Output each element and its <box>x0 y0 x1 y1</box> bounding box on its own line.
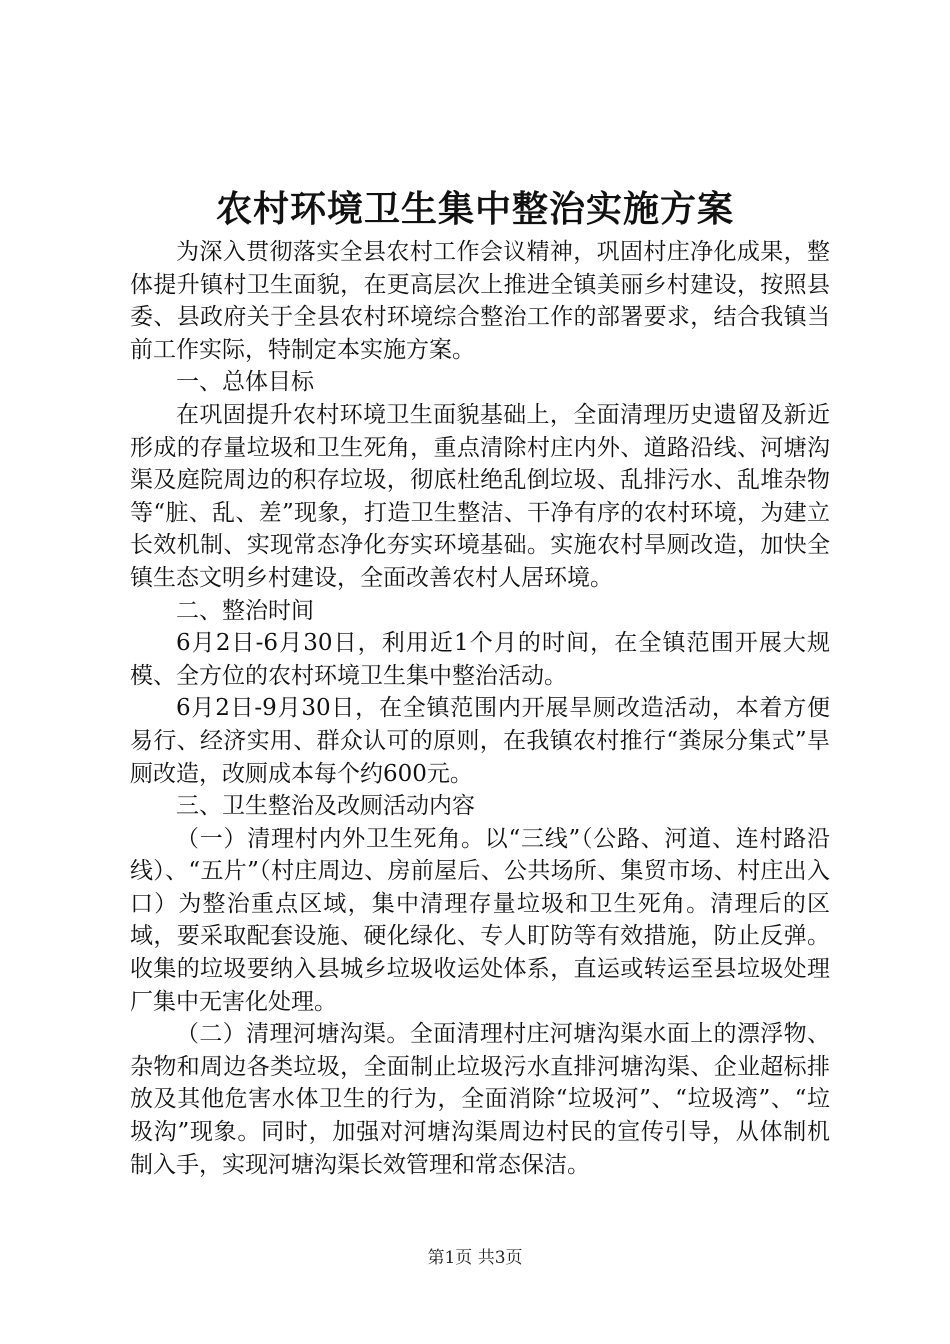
page-number-footer: 第1页 共3页 <box>427 1248 523 1268</box>
content-paragraph-1: （一）清理村内外卫生死角。以“三线”（公路、河道、连村路沿线）、“五片”（村庄周边、房前屋后、公共场所、集贸市场、村庄出入口）为整治重点区域，集中清理存量垃圾和卫生死角。清理后的区域，要采取配套设施、硬化绿化、专人盯防等有效措施，防止反弹。收集的垃圾要纳入县城乡垃圾收运处体系，直运或转运至县垃圾处理厂集中无害化处理。 <box>130 825 830 1015</box>
document-body <box>130 236 830 1181</box>
intro-paragraph: 为深入贯彻落实全县农村工作会议精神，巩固村庄净化成果，整体提升镇村卫生面貌，在更高层次上推进全镇美丽乡村建设，按照县委、县政府关于全县农村环境综合整治工作的部署要求，结合我镇当前工作实际，特制定本实施方案。 <box>130 239 830 363</box>
section-heading-goals: 一、总体目标 <box>176 369 314 396</box>
content-paragraph-2: （二）清理河塘沟渠。全面清理村庄河塘沟渠水面上的漂浮物、杂物和周边各类垃圾，全面制止垃圾污水直排河塘沟渠、企业超标排放及其他危害水体卫生的行为，全面消除“垃圾河”、“垃圾湾”、“垃圾沟”现象。同时，加强对河塘沟渠周边村民的宣传引导，从体制机制入手，实现河塘沟渠长效管理和常态保洁。 <box>130 1021 830 1178</box>
section-heading-schedule: 二、整治时间 <box>176 597 314 624</box>
document-title: 农村环境卫生集中整治实施方案 <box>215 188 734 230</box>
schedule-paragraph-2: 6月2日-9月30日，在全镇范围内开展旱厕改造活动，本着方便易行、经济实用、群众认可的原则，在我镇农村推行“粪尿分集式”旱厕改造，改厕成本每个约600元。 <box>130 695 830 787</box>
section-heading-content: 三、卫生整治及改厕活动内容 <box>176 793 475 820</box>
goals-paragraph: 在巩固提升农村环境卫生面貌基础上，全面清理历史遗留及新近形成的存量垃圾和卫生死角，重点清除村庄内外、道路沿线、河塘沟渠及庭院周边的积存垃圾，彻底杜绝乱倒垃圾、乱排污水、乱堆杂物等“脏、乱、差”现象，打造卫生整洁、干净有序的农村环境，为建立长效机制、实现常态净化夯实环境基础。实施农村旱厕改造，加快全镇生态文明乡村建设，全面改善农村人居环境。 <box>130 401 830 591</box>
schedule-paragraph-1: 6月2日-6月30日，利用近1个月的时间，在全镇范围开展大规模、全方位的农村环境卫生集中整治活动。 <box>130 630 830 689</box>
